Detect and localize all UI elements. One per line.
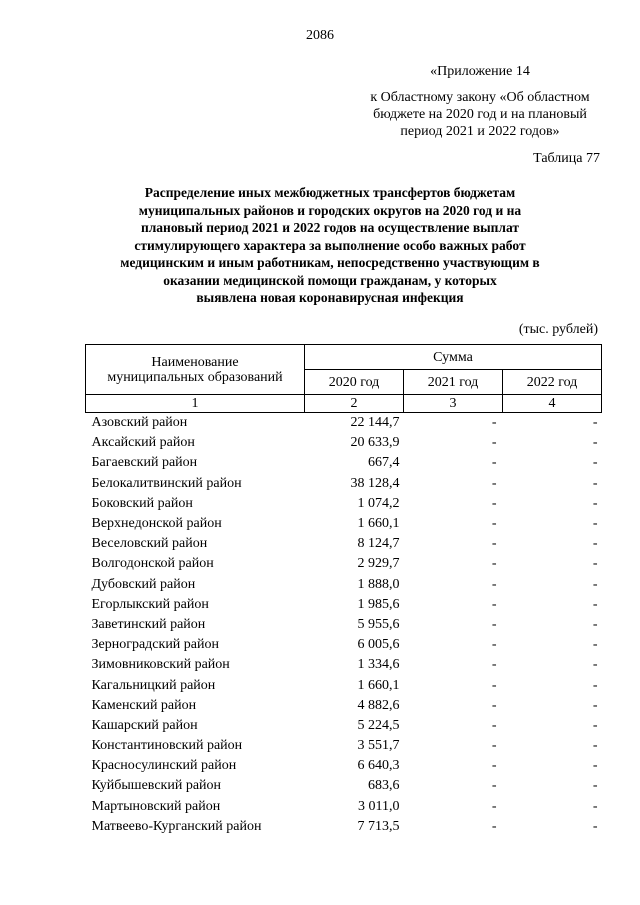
municipality-name: Кашарский район bbox=[91, 717, 198, 733]
municipality-name: Багаевский район bbox=[91, 455, 198, 471]
title-line: Распределение иных межбюджетных трансфертов бюджетам bbox=[144, 185, 516, 200]
amount-2022: - bbox=[592, 657, 598, 673]
units-label: (тыс. рублей) bbox=[518, 322, 598, 337]
table-row bbox=[86, 817, 602, 837]
amount-2021: - bbox=[491, 435, 497, 451]
municipality-name: Дубовский район bbox=[91, 576, 196, 592]
amount-2020: 3 551,7 bbox=[357, 738, 400, 754]
amount-2022: - bbox=[592, 778, 598, 794]
amount-2020: 1 985,6 bbox=[357, 596, 400, 612]
header-municipality-line: муниципальных образований bbox=[107, 369, 283, 385]
amount-2021: - bbox=[491, 475, 497, 491]
annex-law-line: бюджете на 2020 год и на плановый bbox=[373, 107, 587, 122]
amount-2020: 22 144,7 bbox=[350, 415, 400, 431]
table-row bbox=[86, 615, 602, 635]
municipality-name: Зерноградский район bbox=[91, 637, 219, 653]
municipality-name: Веселовский район bbox=[91, 536, 208, 552]
municipality-name: Верхнедонской район bbox=[91, 516, 222, 532]
title-line: плановый период 2021 и 2022 годов на осуществление выплат bbox=[140, 220, 520, 235]
municipality-name: Константиновский район bbox=[91, 738, 243, 754]
amount-2021: - bbox=[491, 495, 497, 511]
amount-2020: 1 660,1 bbox=[357, 516, 400, 532]
amount-2021: - bbox=[491, 556, 497, 572]
transfers-table bbox=[85, 344, 602, 837]
amount-2021: - bbox=[491, 516, 497, 532]
table-row bbox=[86, 635, 602, 655]
amount-2022: - bbox=[592, 697, 598, 713]
annex-law-reference bbox=[360, 89, 600, 140]
amount-2021: - bbox=[491, 455, 497, 471]
table-row bbox=[86, 474, 602, 494]
municipality-name: Заветинский район bbox=[91, 616, 206, 632]
table-row bbox=[86, 554, 602, 574]
amount-2021: - bbox=[491, 637, 497, 653]
amount-2020: 6 005,6 bbox=[357, 637, 400, 653]
table-row bbox=[86, 514, 602, 534]
amount-2021: - bbox=[491, 536, 497, 552]
title-line: стимулирующего характера за выполнение особо важных работ bbox=[134, 237, 526, 253]
amount-2021: - bbox=[491, 778, 497, 794]
title-line: выявлена новая коронавирусная инфекция bbox=[196, 290, 464, 305]
municipality-name: Мартыновский район bbox=[91, 798, 221, 814]
table-row bbox=[86, 534, 602, 554]
municipality-name: Белокалитвинский район bbox=[91, 475, 242, 491]
amount-2022: - bbox=[592, 677, 598, 693]
municipality-name: Боковский район bbox=[91, 495, 193, 511]
table-row bbox=[86, 776, 602, 796]
amount-2022: - bbox=[592, 738, 598, 754]
amount-2022: - bbox=[592, 596, 598, 612]
table-number: Таблица 77 bbox=[533, 151, 600, 166]
amount-2022: - bbox=[592, 516, 598, 532]
amount-2022: - bbox=[592, 616, 598, 632]
amount-2020: 4 882,6 bbox=[357, 697, 400, 713]
table-row bbox=[86, 575, 602, 595]
table-row bbox=[86, 696, 602, 716]
amount-2021: - bbox=[491, 415, 497, 431]
amount-2022: - bbox=[592, 536, 598, 552]
column-number: 1 bbox=[86, 395, 305, 413]
amount-2020: 683,6 bbox=[368, 778, 400, 794]
amount-2021: - bbox=[491, 818, 497, 834]
municipality-name: Красносулинский район bbox=[91, 758, 237, 774]
municipality-name: Каменский район bbox=[91, 697, 197, 713]
amount-2020: 1 888,0 bbox=[357, 576, 400, 592]
amount-2020: 3 011,0 bbox=[358, 798, 400, 814]
column-number: 4 bbox=[503, 395, 602, 413]
municipality-name: Куйбышевский район bbox=[91, 778, 222, 794]
amount-2021: - bbox=[491, 697, 497, 713]
amount-2021: - bbox=[491, 758, 497, 774]
column-number: 2 bbox=[305, 395, 404, 413]
municipality-name: Аксайский район bbox=[91, 435, 195, 451]
amount-2022: - bbox=[592, 475, 598, 491]
table-body bbox=[86, 413, 602, 837]
amount-2022: - bbox=[592, 495, 598, 511]
amount-2022: - bbox=[592, 415, 598, 431]
amount-2020: 1 660,1 bbox=[357, 677, 400, 693]
amount-2022: - bbox=[592, 818, 598, 834]
municipality-name: Зимовниковский район bbox=[91, 657, 230, 673]
table-row bbox=[86, 413, 602, 434]
header-year-2021: 2021 год bbox=[404, 370, 503, 395]
amount-2022: - bbox=[592, 435, 598, 451]
amount-2021: - bbox=[491, 616, 497, 632]
amount-2021: - bbox=[491, 576, 497, 592]
header-municipality-line: Наименование bbox=[151, 354, 239, 370]
table-row bbox=[86, 797, 602, 817]
annex-law-line: период 2021 и 2022 годов» bbox=[400, 124, 560, 139]
amount-2020: 38 128,4 bbox=[350, 475, 400, 491]
municipality-name: Матвеево-Курганский район bbox=[91, 818, 262, 834]
amount-2022: - bbox=[592, 556, 598, 572]
table-row bbox=[86, 716, 602, 736]
title-line: муниципальных районов и городских округов на 2020 год и на bbox=[138, 202, 522, 218]
amount-2020: 2 929,7 bbox=[357, 556, 400, 572]
amount-2020: 8 124,7 bbox=[357, 536, 400, 552]
table-header bbox=[86, 345, 602, 413]
page-number: 2086 bbox=[306, 28, 334, 43]
municipality-name: Азовский район bbox=[91, 415, 188, 431]
document-title bbox=[95, 184, 565, 307]
annex-law-line: к Областному закону «Об областном bbox=[370, 90, 590, 105]
amount-2022: - bbox=[592, 758, 598, 774]
amount-2021: - bbox=[491, 677, 497, 693]
amount-2021: - bbox=[491, 738, 497, 754]
amount-2022: - bbox=[592, 798, 598, 814]
amount-2020: 5 955,6 bbox=[357, 616, 400, 632]
amount-2021: - bbox=[491, 596, 497, 612]
amount-2021: - bbox=[491, 717, 497, 733]
table-row bbox=[86, 756, 602, 776]
table-row bbox=[86, 494, 602, 514]
amount-2022: - bbox=[592, 576, 598, 592]
amount-2020: 7 713,5 bbox=[357, 818, 400, 834]
municipality-name: Егорлыкский район bbox=[91, 596, 209, 612]
amount-2020: 667,4 bbox=[368, 455, 400, 471]
municipality-name: Волгодонской район bbox=[91, 556, 214, 572]
table-row bbox=[86, 453, 602, 473]
amount-2022: - bbox=[592, 717, 598, 733]
title-line: медицинским и иным работникам, непосредственно участвующим в bbox=[120, 255, 540, 270]
amount-2020: 6 640,3 bbox=[357, 758, 400, 774]
amount-2022: - bbox=[592, 637, 598, 653]
table-row bbox=[86, 736, 602, 756]
amount-2020: 20 633,9 bbox=[350, 435, 400, 451]
title-line: оказании медицинской помощи гражданам, у которых bbox=[163, 272, 497, 288]
amount-2020: 1 334,6 bbox=[357, 657, 400, 673]
header-year-2020: 2020 год bbox=[305, 370, 404, 395]
annex-title: «Приложение 14 bbox=[430, 64, 530, 79]
amount-2021: - bbox=[491, 657, 497, 673]
amount-2022: - bbox=[592, 455, 598, 471]
table-row bbox=[86, 675, 602, 695]
header-municipality bbox=[86, 345, 305, 395]
amount-2020: 1 074,2 bbox=[357, 495, 400, 511]
municipality-name: Кагальницкий район bbox=[91, 677, 216, 693]
header-year-2022: 2022 год bbox=[503, 370, 602, 395]
table-row bbox=[86, 595, 602, 615]
table-row bbox=[86, 655, 602, 675]
column-number: 3 bbox=[404, 395, 503, 413]
amount-2021: - bbox=[491, 798, 497, 814]
amount-2020: 5 224,5 bbox=[357, 717, 400, 733]
header-sum: Сумма bbox=[305, 345, 602, 370]
table-row bbox=[86, 433, 602, 453]
